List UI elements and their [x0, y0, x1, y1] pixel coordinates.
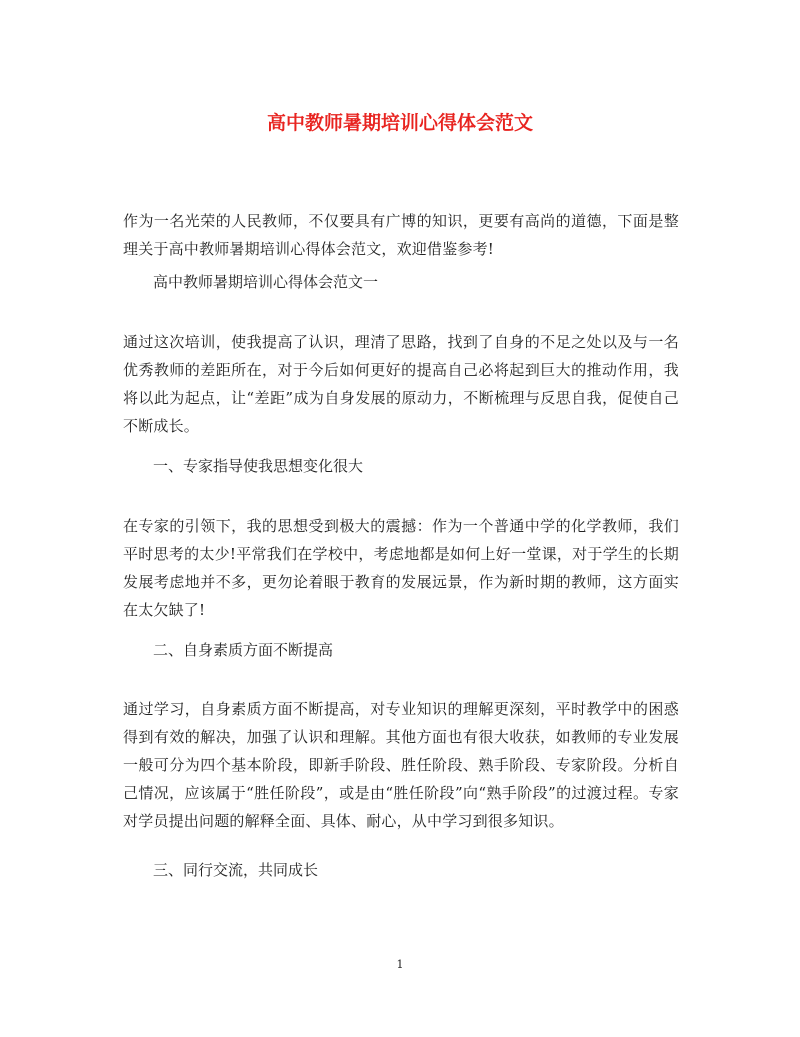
section-heading-1: 一、专家指导使我思想变化很大 — [153, 457, 364, 475]
paragraph-1: 通过这次培训，使我提高了认识，理清了思路，找到了自身的不足之处以及与一名优秀教师的差距所在，对于今后如何更好的提高自己必将起到巨大的推动作用，我将以此为起点，让“差距”成为自身发展的原动力，不断梳理与反思自我，促使自己不断成长。 — [123, 333, 679, 435]
document-title: 高中教师暑期培训心得体会范文 — [266, 112, 533, 134]
paragraph-2: 在专家的引领下，我的思想受到极大的震撼：作为一个普通中学的化学教师，我们平时思考的太少!平常我们在学校中，考虑地都是如何上好一堂课，对于学生的长期发展考虑地并不多，更勿论着眼于教育的发展远景，作为新时期的教师，这方面实在太欠缺了! — [123, 517, 679, 619]
page-number: 1 — [396, 958, 404, 971]
section-heading-3: 三、同行交流，共同成长 — [153, 861, 319, 879]
paragraph-3: 通过学习，自身素质方面不断提高，对专业知识的理解更深刻，平时教学中的困惑得到有效的解决，加强了认识和理解。其他方面也有很大收获，如教师的专业发展一般可分为四个基本阶段，即新手阶段、胜任阶段、熟手阶段、专家阶段。分析自己情况，应该属于“胜任阶段”，或是由“胜任阶段”向“熟手阶段”的过渡过程。专家对学员提出问题的解释全面、具体、耐心，从中学习到很多知识。 — [123, 700, 679, 830]
sub-title: 高中教师暑期培训心得体会范文一 — [153, 273, 379, 291]
section-heading-2: 二、自身素质方面不断提高 — [153, 641, 334, 659]
intro-paragraph: 作为一名光荣的人民教师，不仅要具有广博的知识，更要有高尚的道德，下面是整理关于高中教师暑期培训心得体会范文，欢迎借鉴参考! — [123, 212, 679, 258]
